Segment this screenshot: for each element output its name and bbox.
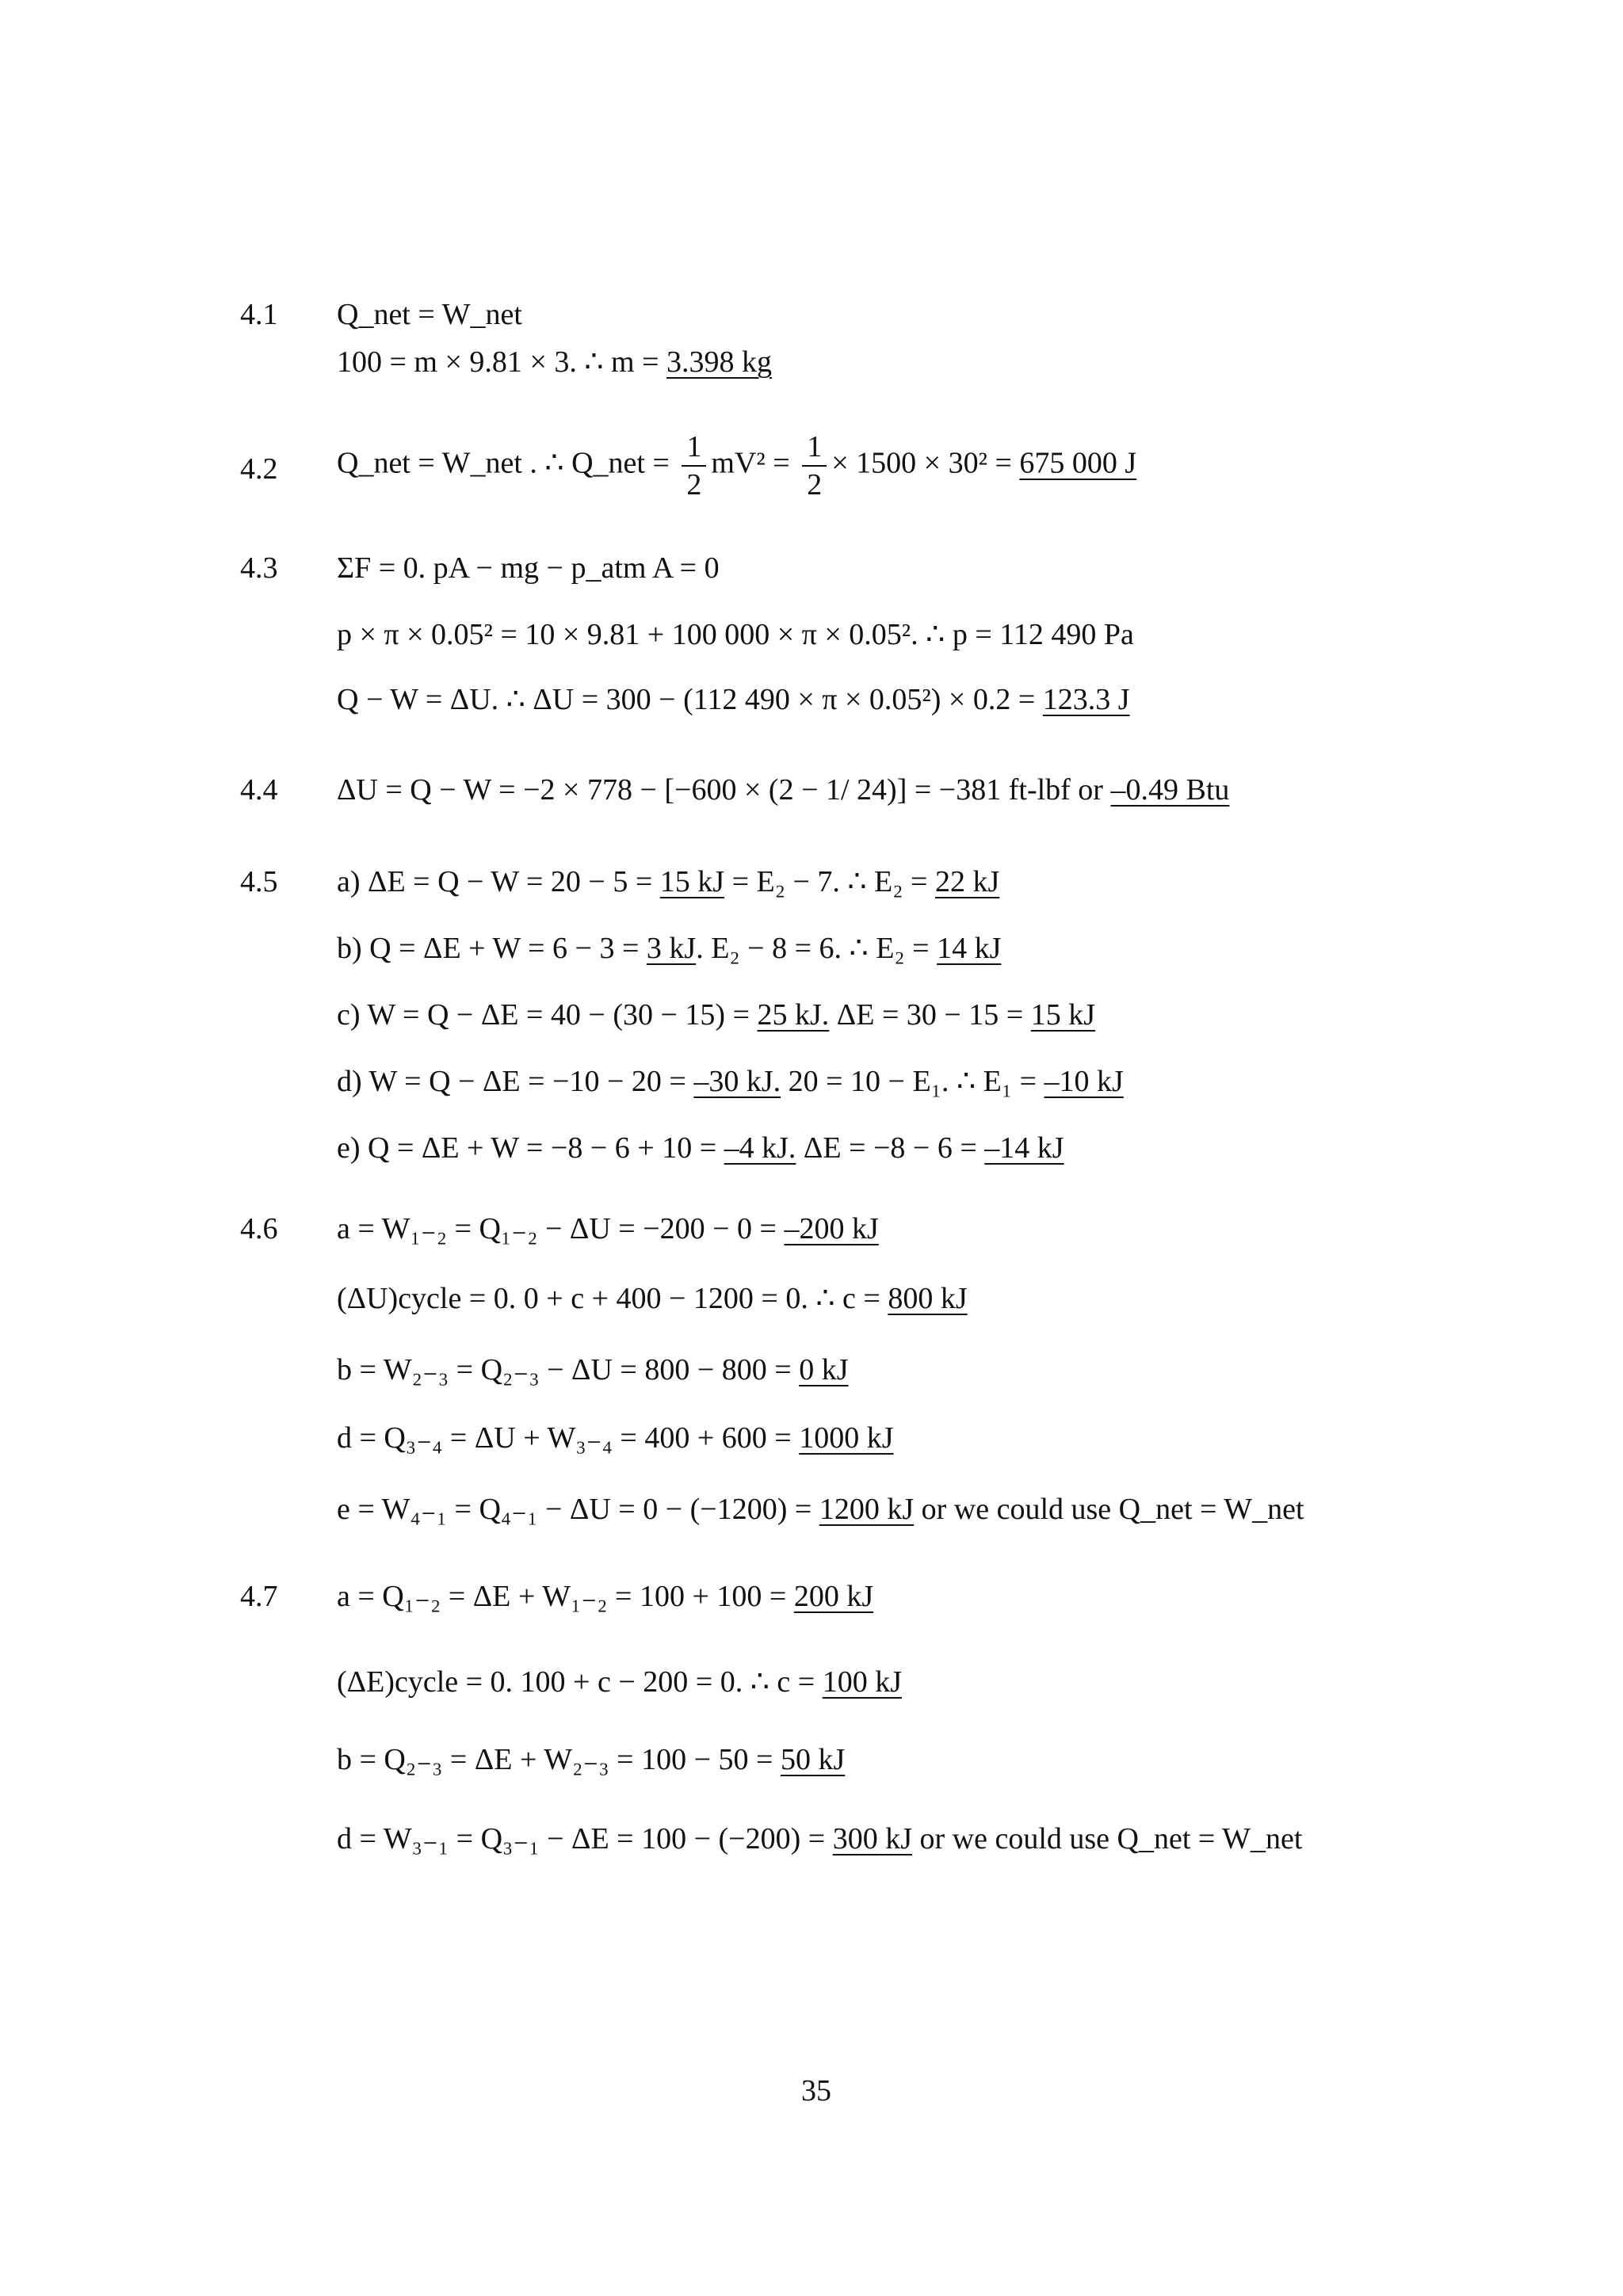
equation bbox=[337, 1000, 1095, 1030]
answer: –4 kJ. bbox=[724, 1131, 796, 1165]
equation-text: b = Q₂₋₃ = ΔE + W₂₋₃ = 100 − 50 = bbox=[337, 1743, 781, 1776]
problem-number: 4.6 bbox=[240, 1212, 278, 1245]
fraction bbox=[802, 432, 827, 500]
fraction-numerator: 1 bbox=[802, 432, 827, 467]
equation bbox=[337, 432, 1136, 500]
answer: 200 kJ bbox=[793, 1580, 874, 1613]
answer: 14 kJ bbox=[937, 932, 1002, 965]
equation-text: 20 = 10 − E₁. ∴ E₁ = bbox=[781, 1065, 1044, 1098]
equation bbox=[337, 1066, 1124, 1097]
fraction-numerator: 1 bbox=[682, 432, 706, 467]
equation-text: e) Q = ΔE + W = −8 − 6 + 10 = bbox=[337, 1131, 724, 1165]
answer: –30 kJ. bbox=[693, 1065, 781, 1098]
equation bbox=[337, 685, 1130, 715]
answer: 300 kJ bbox=[832, 1822, 912, 1855]
problem-number: 4.3 bbox=[240, 551, 278, 585]
equation-text: or we could use Q_net = W_net bbox=[912, 1822, 1303, 1855]
equation bbox=[337, 1581, 873, 1611]
equation-text: b) Q = ΔE + W = 6 − 3 = bbox=[337, 932, 647, 965]
answer: 50 kJ bbox=[780, 1743, 846, 1776]
answer: 0 kJ bbox=[799, 1353, 849, 1386]
equation bbox=[337, 1667, 902, 1697]
equation bbox=[337, 1423, 894, 1453]
answer: 1000 kJ bbox=[799, 1421, 894, 1455]
equation bbox=[337, 1745, 845, 1775]
answer: 22 kJ bbox=[934, 865, 1000, 898]
equation-text: (ΔU)cycle = 0. 0 + c + 400 − 1200 = 0. ∴ c = bbox=[337, 1282, 888, 1315]
equation-text: ΔU = Q − W = −2 × 778 − [−600 × (2 − 1/ 24)] = −381 ft-lbf or bbox=[337, 773, 1111, 807]
equation bbox=[337, 1133, 1064, 1163]
answer: –0.49 Btu bbox=[1110, 773, 1230, 807]
equation-text: ΔE = −8 − 6 = bbox=[796, 1131, 985, 1165]
fraction-denominator: 2 bbox=[686, 468, 702, 502]
equation bbox=[337, 1494, 1304, 1524]
answer: –14 kJ bbox=[984, 1131, 1064, 1165]
equation-text: . E₂ − 8 = 6. ∴ E₂ = bbox=[696, 932, 938, 965]
answer: 1200 kJ bbox=[819, 1493, 915, 1526]
equation bbox=[337, 775, 1229, 805]
equation-text: c) W = Q − ΔE = 40 − (30 − 15) = bbox=[337, 998, 758, 1032]
answer: 800 kJ bbox=[888, 1282, 968, 1315]
answer: 15 kJ bbox=[1030, 998, 1096, 1032]
equation bbox=[337, 1214, 879, 1244]
equation-text: d = Q₃₋₄ = ΔU + W₃₋₄ = 400 + 600 = bbox=[337, 1421, 800, 1455]
answer: 675 000 J bbox=[1019, 446, 1137, 480]
equation bbox=[337, 1355, 849, 1385]
equation-text: d) W = Q − ΔE = −10 − 20 = bbox=[337, 1065, 694, 1098]
answer: –200 kJ bbox=[784, 1212, 879, 1245]
equation: ΣF = 0. pA − mg − p_atm A = 0 bbox=[337, 551, 720, 585]
equation-text: a) ΔE = Q − W = 20 − 5 = bbox=[337, 865, 660, 898]
problem-number: 4.1 bbox=[240, 298, 278, 331]
equation-text: × 1500 × 30² = bbox=[831, 446, 1020, 480]
problem-number: 4.7 bbox=[240, 1580, 278, 1613]
problem-number: 4.2 bbox=[240, 452, 278, 486]
answer: 25 kJ. bbox=[757, 998, 830, 1032]
fraction bbox=[682, 432, 706, 500]
equation-text: a = Q₁₋₂ = ΔE + W₁₋₂ = 100 + 100 = bbox=[337, 1580, 794, 1613]
equation-text: b = W₂₋₃ = Q₂₋₃ − ΔU = 800 − 800 = bbox=[337, 1353, 800, 1386]
fraction-denominator: 2 bbox=[807, 468, 823, 502]
answer: 123.3 J bbox=[1042, 683, 1130, 716]
equation: p × π × 0.05² = 10 × 9.81 + 100 000 × π × 0.05². ∴ p = 112 490 Pa bbox=[337, 618, 1134, 651]
problem-number: 4.5 bbox=[240, 865, 278, 898]
equation bbox=[337, 1283, 968, 1314]
equation-text: a = W₁₋₂ = Q₁₋₂ − ΔU = −200 − 0 = bbox=[337, 1212, 785, 1245]
equation-text: 100 = m × 9.81 × 3. ∴ m = bbox=[337, 345, 667, 379]
equation bbox=[337, 347, 772, 377]
equation bbox=[337, 867, 999, 897]
equation-text: = E₂ − 7. ∴ E₂ = bbox=[724, 865, 935, 898]
equation bbox=[337, 1824, 1302, 1854]
equation: Q_net = W_net bbox=[337, 298, 522, 331]
equation-text: (ΔE)cycle = 0. 100 + c − 200 = 0. ∴ c = bbox=[337, 1665, 823, 1699]
equation-text: mV² = bbox=[711, 446, 798, 480]
answer: 3 kJ bbox=[646, 932, 697, 965]
equation-text: ΔE = 30 − 15 = bbox=[829, 998, 1031, 1032]
answer: 100 kJ bbox=[822, 1665, 902, 1699]
equation-text: d = W₃₋₁ = Q₃₋₁ − ΔE = 100 − (−200) = bbox=[337, 1822, 833, 1855]
problem-number: 4.4 bbox=[240, 773, 278, 807]
equation bbox=[337, 933, 1001, 963]
equation-text: or we could use Q_net = W_net bbox=[914, 1493, 1304, 1526]
page-number: 35 bbox=[801, 2074, 831, 2107]
answer: 15 kJ bbox=[659, 865, 725, 898]
equation-text: Q − W = ΔU. ∴ ΔU = 300 − (112 490 × π × 0.05²) × 0.2 = bbox=[337, 683, 1043, 716]
answer: –10 kJ bbox=[1044, 1065, 1124, 1098]
equation-text: e = W₄₋₁ = Q₄₋₁ − ΔU = 0 − (−1200) = bbox=[337, 1493, 819, 1526]
equation-text: Q_net = W_net . ∴ Q_net = bbox=[337, 446, 678, 480]
answer: 3.398 kg bbox=[666, 345, 773, 379]
